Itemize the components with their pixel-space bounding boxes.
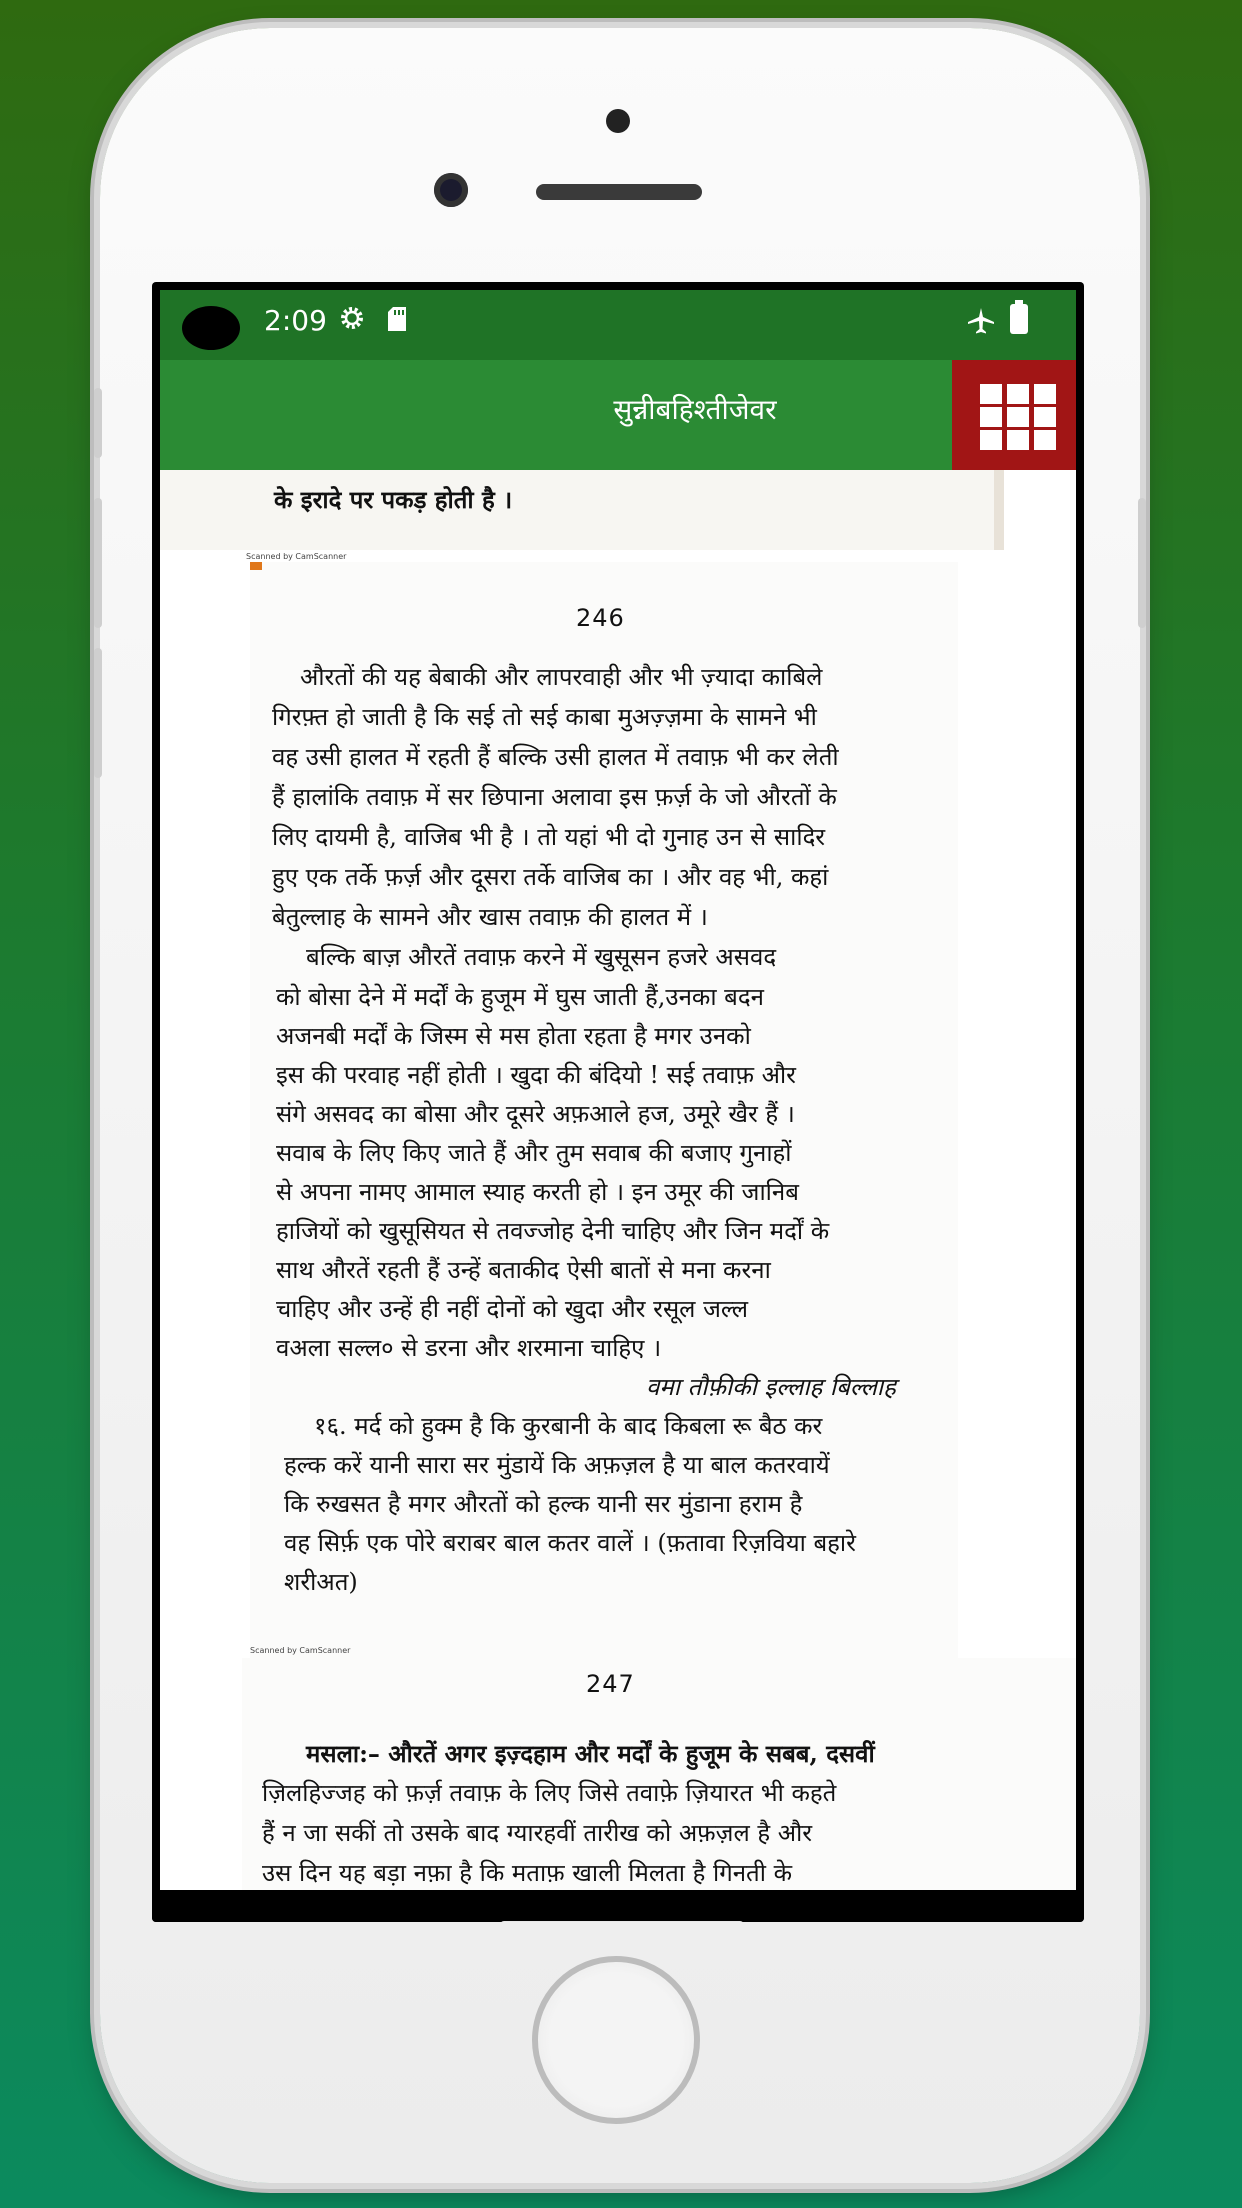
- previous-page-fragment: [160, 470, 1004, 550]
- page-line: हाजियों को खुसूसियत से तवज्जोह देनी चाहिए और जिन मर्दों के: [276, 1217, 830, 1245]
- page-line: बेतुल्लाह के सामने और खास तवाफ़ की हालत में ।: [272, 903, 708, 931]
- scan-label: Scanned by CamScanner: [250, 1646, 351, 1655]
- camera-cutout: [182, 306, 240, 350]
- book-page-viewer[interactable]: [160, 470, 1076, 1890]
- page-number: 247: [586, 1670, 635, 1698]
- page-line: साथ औरतें रहती हैं उन्हें बताकीद ऐसी बातों से मना करना: [276, 1256, 771, 1284]
- mute-switch: [94, 388, 102, 458]
- status-bar: [160, 290, 1076, 360]
- page-line: इस की परवाह नहीं होती । खुदा की बंदियो ! सई तवाफ़ और: [276, 1061, 796, 1089]
- app-toolbar: [160, 360, 1076, 470]
- screen: [152, 282, 1084, 1922]
- page-line: हैं न जा सकीं तो उसके बाद ग्यारहवीं तारीख को अफ़ज़ल है और: [262, 1819, 813, 1847]
- home-gesture-handle[interactable]: [500, 1921, 744, 1922]
- page-line: उस दिन यह बड़ा नफ़ा है कि मताफ़ खाली मिलता है गिनती के: [262, 1859, 793, 1887]
- page-edge-mark: [250, 562, 262, 570]
- rule-line: १६. मर्द को हुक्म है कि कुरबानी के बाद किबला रू बैठ कर: [314, 1412, 823, 1440]
- battery-icon: [1010, 304, 1028, 334]
- volume-down-button: [94, 648, 102, 778]
- proximity-sensor: [606, 109, 630, 133]
- page-line: वअला सल्ल० से डरना और शरमाना चाहिए ।: [276, 1334, 662, 1362]
- page-line: मसला:– औरतें अगर इज़्दहाम और मर्दों के हुजूम के सबब, दसवीं: [306, 1739, 875, 1768]
- page-line: लिए दायमी है, वाजिब भी है । तो यहां भी दो गुनाह उन से सादिर: [272, 823, 826, 851]
- app-title: सुन्नीबहिश्तीजेवर: [613, 393, 777, 426]
- scan-label: Scanned by CamScanner: [246, 552, 347, 561]
- earpiece-speaker: [536, 184, 702, 200]
- airplane-icon: [966, 306, 996, 336]
- volume-up-button: [94, 498, 102, 628]
- page-line: हुए एक तर्के फ़र्ज़ और दूसरा तर्के वाजिब का । और वह भी, कहां: [272, 863, 829, 891]
- closing-line: वमा तौफ़ीकी इल्लाह बिल्लाह: [646, 1373, 896, 1401]
- page-line: ज़िलहिज्जह को फ़र्ज़ तवाफ़ के लिए जिसे तवाफ़े ज़ियारत भी कहते: [262, 1779, 837, 1807]
- page-line: को बोसा देने में मर्दों के हुजूम में घुस जाती हैं,उनका बदन: [276, 983, 764, 1011]
- navigation-bar: [152, 1890, 1084, 1922]
- rule-line: हल्क करें यानी सारा सर मुंडायें कि अफ़ज़ल है या बाल कतरवायें: [284, 1451, 830, 1479]
- grid-menu-button[interactable]: [952, 360, 1076, 470]
- rule-line: कि रुखसत है मगर औरतों को हल्क यानी सर मुंडाना हराम है: [284, 1490, 803, 1518]
- page-line: गिरफ़्त हो जाती है कि सई तो सई काबा मुअज़्ज़मा के सामने भी: [272, 703, 817, 731]
- gear-icon: [338, 304, 366, 332]
- page-line: वह उसी हालत में रहती हैं बल्कि उसी हालत में तवाफ़ भी कर लेती: [272, 743, 839, 771]
- front-camera: [434, 173, 468, 207]
- page-line: हैं हालांकि तवाफ़ में सर छिपाना अलावा इस फ़र्ज़ के जो औरतों के: [272, 783, 837, 811]
- sd-card-icon: [386, 306, 408, 332]
- rule-line: वह सिर्फ़ एक पोरे बराबर बाल कतर वालें । (फ़तावा रिज़विया बहारे: [284, 1529, 856, 1557]
- page-line: औरतों की यह बेबाकी और लापरवाही और भी ज़्यादा काबिले: [300, 663, 823, 691]
- page-line: अजनबी मर्दों के जिस्म से मस होता रहता है मगर उनको: [276, 1022, 751, 1050]
- status-time: 2:09: [264, 304, 327, 337]
- rule-line: शरीअत): [284, 1568, 358, 1596]
- power-button: [1138, 498, 1146, 628]
- page-line: सवाब के लिए किए जाते हैं और तुम सवाब की बजाए गुनाहों: [276, 1139, 792, 1167]
- page-line: चाहिए और उन्हें ही नहीं दोनों को खुदा और रसूल जल्ल: [276, 1295, 748, 1323]
- page-line: संगे असवद का बोसा और दूसरे अफ़आले हज, उमूरे खैर हैं ।: [276, 1100, 795, 1128]
- page-line: बल्कि बाज़ औरतें तवाफ़ करने में खुसूसन हजरे असवद: [306, 943, 777, 971]
- page-number: 246: [576, 604, 625, 632]
- page-line: के इरादे पर पकड़ होती है ।: [274, 485, 513, 514]
- phone-frame: [100, 28, 1140, 2183]
- home-button[interactable]: [532, 1956, 700, 2124]
- page-line: से अपना नामए आमाल स्याह करती हो । इन उमूर की जानिब: [276, 1178, 799, 1206]
